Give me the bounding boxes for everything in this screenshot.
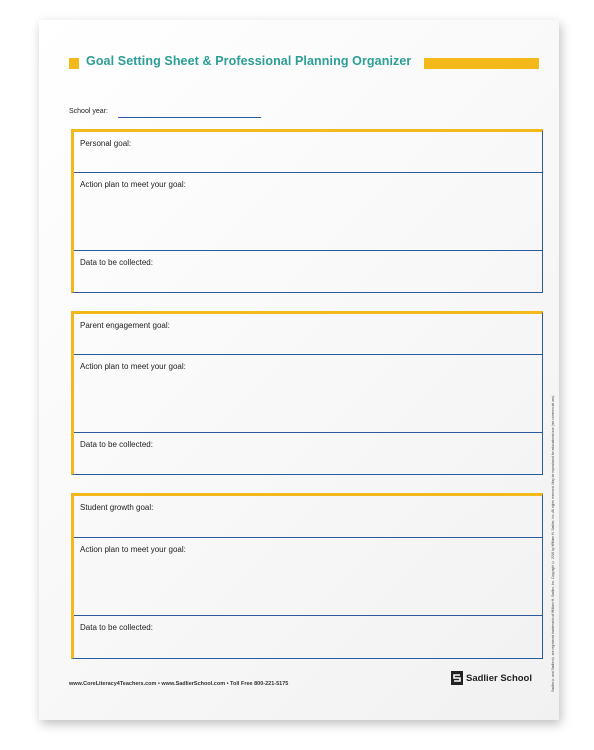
data-collected-row[interactable] — [74, 616, 542, 658]
data-collected-label: Data to be collected: — [80, 623, 153, 632]
data-collected-row[interactable] — [74, 251, 542, 292]
parent-engagement-goal-section — [71, 311, 543, 475]
title-accent-bar-right — [424, 58, 539, 69]
action-plan-row[interactable] — [74, 355, 542, 433]
title-accent-bar-left — [69, 58, 79, 69]
school-year-field[interactable] — [118, 117, 261, 118]
side-copyright-text: Sadlier® and Sadlier® are registered trademarks of William H. Sadlier, Inc. Copyright © 2016 by William H. Sadlier, Inc. All rights reserved. May be reproduced for educational use (not commercial use). — [551, 394, 555, 692]
goal-label: Student growth goal: — [80, 503, 154, 512]
school-year-label: School year: — [69, 108, 108, 115]
action-plan-label: Action plan to meet your goal: — [80, 545, 186, 554]
sadlier-logo-icon — [451, 671, 463, 685]
data-collected-label: Data to be collected: — [80, 258, 153, 267]
logo-text: Sadlier School — [466, 672, 532, 684]
action-plan-row[interactable] — [74, 173, 542, 251]
footer-contact: www.CoreLiteracy4Teachers.com • www.SadlierSchool.com • Toll Free 800-221-5175 — [69, 681, 289, 687]
goal-row[interactable] — [74, 314, 542, 355]
goal-row[interactable] — [74, 132, 542, 173]
goal-row[interactable] — [74, 496, 542, 538]
action-plan-row[interactable] — [74, 538, 542, 616]
title-row — [69, 54, 539, 72]
page-title: Goal Setting Sheet & Professional Planning Organizer — [86, 54, 412, 68]
data-collected-row[interactable] — [74, 433, 542, 474]
goal-label: Personal goal: — [80, 139, 132, 148]
sadlier-school-logo — [451, 671, 532, 685]
goal-label: Parent engagement goal: — [80, 321, 170, 330]
personal-goal-section — [71, 129, 543, 293]
worksheet-page — [39, 20, 559, 720]
data-collected-label: Data to be collected: — [80, 440, 153, 449]
action-plan-label: Action plan to meet your goal: — [80, 362, 186, 371]
action-plan-label: Action plan to meet your goal: — [80, 180, 186, 189]
student-growth-goal-section — [71, 493, 543, 659]
